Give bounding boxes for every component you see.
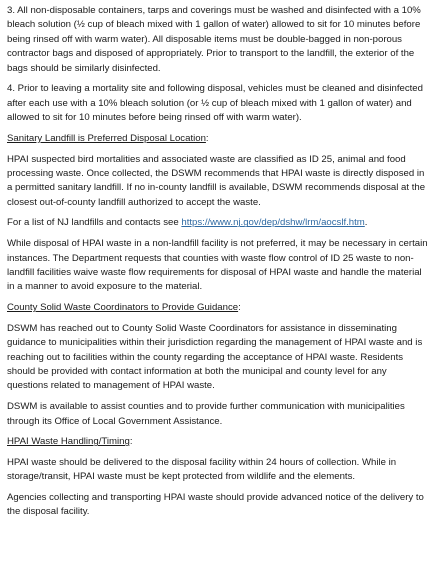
non-landfill-paragraph: While disposal of HPAI waste in a non-landfill facility is not preferred, it may be necessary in certain instances. The Department requests that counties with waste flow control of ID 25 waste to non-landfill facilities waive waste flow requirements for disposal of HPAI waste and handle the material in a manner to avoid exposure to the material. [7,238,428,293]
handling-heading-text: HPAI Waste Handling/Timing [7,436,130,448]
landfill-list-suffix: . [364,217,368,229]
landfill-heading-text: Sanitary Landfill is Preferred Disposal Location [7,132,206,144]
handling-timing-paragraph: HPAI waste should be delivered to the disposal facility within 24 hours of collection. While in storage/transit, HPAI waste must be kept protected from wildlife and the elements. [7,456,397,483]
coordinators-outreach-paragraph: DSWM has reached out to County Solid Waste Coordinators for assistance in disseminating guidance to municipalities within their jurisdiction regarding the management of HPAI waste and is reaching out to facilities within the county regarding the acceptance of HPAI waste. Residents should be provided with contact information at both the municipal and county level for any questions related to management of HPAI waste. [7,322,423,392]
landfill-list-paragraph [7,216,430,230]
item-4-paragraph: 4. Prior to leaving a mortality site and following disposal, vehicles must be cleaned and disinfected after each use with a 10% bleach solution (or ½ cup of bleach mixed with 1 gallon of water) and allowed to sit for 10 minutes before being rinsed off with warm water). [7,83,423,124]
item-3-paragraph: 3. All non-disposable containers, tarps and coverings must be washed and disinfected with a 10% bleach solution (½ cup of bleach mixed with 1 gallon of water) allowed to sit for 10 minutes before being rinsed off with warm water). All disposable items must be double-bagged in non-porous contractor bags and disposed of appropriately. Prior to transport to the landfill, the exterior of the bags should be similarly disinfected. [7,5,421,74]
landfill-list-prefix: For a list of NJ landfills and contacts see [7,217,182,229]
handling-notice-paragraph: Agencies collecting and transporting HPAI waste should provide advanced notice of the delivery to the disposal facility. [7,492,424,518]
landfill-heading-colon: : [205,132,209,144]
landfill-list-link[interactable]: https://www.nj.gov/dep/dshw/lrm/aocslf.htm [181,217,365,229]
handling-heading-colon: : [129,436,133,448]
coordinators-assistance-paragraph: DSWM is available to assist counties and to provide further communication with municipalities through its Office of Local Government Assistance. [7,401,405,427]
landfill-classification-paragraph: HPAI suspected bird mortalities and associated waste are classified as ID 25, animal and food processing waste. Once collected, the DSWM recommends that HPAI waste is directly disposed in a permitted sanitary landfill. If no in-county landfill is available, DSWM recommends disposal at the closest out-of-county landfill authorized to accept the waste. [7,153,426,208]
handling-section-heading [7,435,430,449]
coordinators-heading-colon: : [238,302,241,314]
coordinators-section-heading [7,301,430,315]
landfill-section-heading [7,132,430,146]
coordinators-heading-text: County Solid Waste Coordinators to Provide Guidance [7,302,239,314]
